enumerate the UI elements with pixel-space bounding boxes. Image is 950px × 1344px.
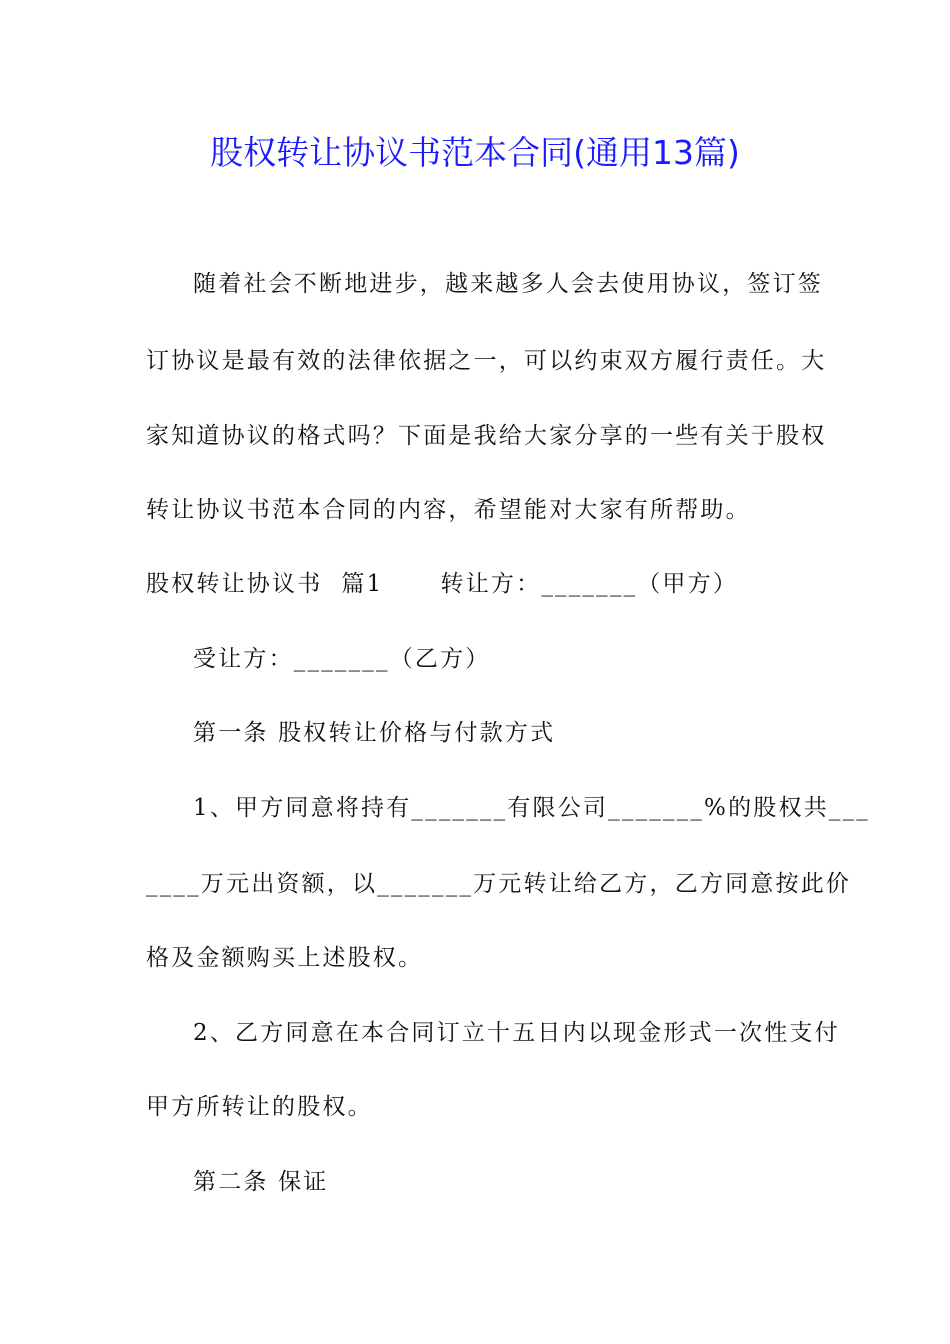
clause-2-line-2: 甲方所转让的股权。 <box>146 1094 373 1120</box>
section-heading-1: 股权转让协议书 篇1 转让方：_______（甲方） <box>146 571 739 597</box>
clause-2-line-1: 2、乙方同意在本合同订立十五日内以现金形式一次性支付 <box>193 1020 840 1046</box>
intro-line-1: 随着社会不断地进步，越来越多人会去使用协议，签订签 <box>193 271 823 297</box>
article-2-heading: 第二条 保证 <box>193 1169 329 1195</box>
article-1-heading: 第一条 股权转让价格与付款方式 <box>193 720 556 746</box>
intro-line-2: 订协议是最有效的法律依据之一，可以约束双方履行责任。大 <box>146 348 827 374</box>
clause-1-line-2: ____万元出资额，以_______万元转让给乙方，乙方同意按此价 <box>146 871 852 897</box>
clause-1-line-1: 1、甲方同意将持有_______有限公司_______%的股权共___ <box>193 795 870 821</box>
intro-line-4: 转让协议书范本合同的内容，希望能对大家有所帮助。 <box>146 497 751 523</box>
page-title: 股权转让协议书范本合同(通用13篇) <box>210 133 740 172</box>
intro-line-3: 家知道协议的格式吗？下面是我给大家分享的一些有关于股权 <box>146 423 827 449</box>
transferee-line: 受让方：_______（乙方） <box>193 646 491 672</box>
clause-1-line-3: 格及金额购买上述股权。 <box>146 945 424 971</box>
